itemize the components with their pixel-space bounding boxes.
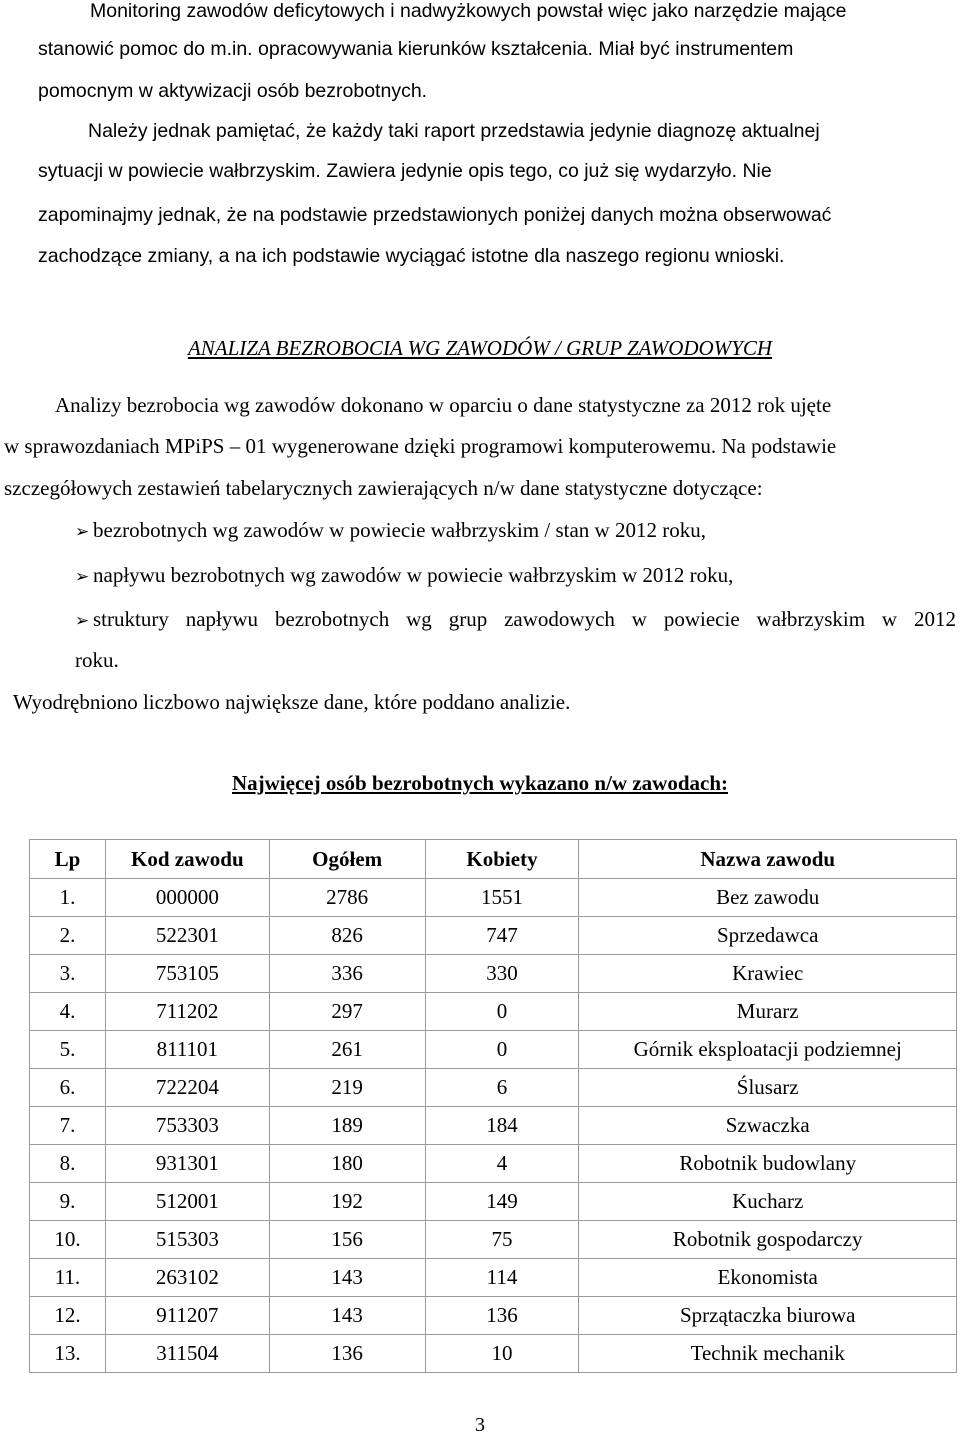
table-cell: 522301 <box>105 917 269 955</box>
table-row <box>30 1031 957 1069</box>
table-cell: 13. <box>30 1335 106 1373</box>
table-cell: 114 <box>425 1259 579 1297</box>
bullet-item: ➢ struktury napływu bezrobotnych wg grup zawodowych w powiecie wałbrzyskim w 2012 <box>75 607 956 631</box>
table-cell: 8. <box>30 1145 106 1183</box>
table-cell: 263102 <box>105 1259 269 1297</box>
table-cell: 753303 <box>105 1107 269 1145</box>
table-cell: Szwaczka <box>579 1107 957 1145</box>
bullet-item: ➢ napływu bezrobotnych wg zawodów w powiecie wałbrzyskim w 2012 roku, <box>75 563 734 587</box>
table-cell: 2786 <box>269 879 425 917</box>
table-cell: 156 <box>269 1221 425 1259</box>
table-cell: 711202 <box>105 993 269 1031</box>
table-cell: Sprzątaczka biurowa <box>579 1297 957 1335</box>
table-cell: 6 <box>425 1069 579 1107</box>
table-cell: 911207 <box>105 1297 269 1335</box>
table-cell: Robotnik gospodarczy <box>579 1221 957 1259</box>
table-cell: 311504 <box>105 1335 269 1373</box>
table-cell: 0 <box>425 993 579 1031</box>
table-cell: 811101 <box>105 1031 269 1069</box>
page-number: 3 <box>475 1414 485 1436</box>
table-cell: Technik mechanik <box>579 1335 957 1373</box>
table-cell: 136 <box>425 1297 579 1335</box>
table-cell: 192 <box>269 1183 425 1221</box>
table-cell: 0 <box>425 1031 579 1069</box>
table-cell: 3. <box>30 955 106 993</box>
table-cell: 5. <box>30 1031 106 1069</box>
table-cell: 1. <box>30 879 106 917</box>
table-cell: 143 <box>269 1297 425 1335</box>
table-cell: 6. <box>30 1069 106 1107</box>
table-cell: 180 <box>269 1145 425 1183</box>
table-row <box>30 1297 957 1335</box>
table-cell: 143 <box>269 1259 425 1297</box>
table-cell: 10 <box>425 1335 579 1373</box>
intro-line: pomocnym w aktywizacji osób bezrobotnych. <box>38 80 428 102</box>
column-header: Nazwa zawodu <box>579 840 957 879</box>
table-cell: Górnik eksploatacji podziemnej <box>579 1031 957 1069</box>
section-para-line: w sprawozdaniach MPiPS – 01 wygenerowane dzięki programowi komputerowemu. Na podstawie <box>4 434 837 458</box>
bullet-item: ➢ bezrobotnych wg zawodów w powiecie wałbrzyskim / stan w 2012 roku, <box>75 518 706 542</box>
table-cell: Ślusarz <box>579 1069 957 1107</box>
table-row <box>30 955 957 993</box>
table-cell: 000000 <box>105 879 269 917</box>
table-row <box>30 1069 957 1107</box>
table-row <box>30 1221 957 1259</box>
table-row <box>30 1183 957 1221</box>
table-row <box>30 1259 957 1297</box>
occupations-table <box>29 839 957 1373</box>
table-row <box>30 993 957 1031</box>
table-cell: 1551 <box>425 879 579 917</box>
table-cell: 7. <box>30 1107 106 1145</box>
column-header: Ogółem <box>269 840 425 879</box>
column-header: Kobiety <box>425 840 579 879</box>
table-header-row <box>30 840 957 879</box>
table-cell: 12. <box>30 1297 106 1335</box>
table-cell: 4 <box>425 1145 579 1183</box>
intro-line: Monitoring zawodów deficytowych i nadwyżkowych powstał więc jako narzędzie mające <box>90 0 847 22</box>
bullet-continuation: roku. <box>75 648 119 672</box>
table-cell: 722204 <box>105 1069 269 1107</box>
table-cell: 184 <box>425 1107 579 1145</box>
column-header: Lp <box>30 840 106 879</box>
table-cell: 75 <box>425 1221 579 1259</box>
section-para-line: Analizy bezrobocia wg zawodów dokonano w oparciu o dane statystyczne za 2012 rok ujęte <box>55 393 832 417</box>
table-cell: 826 <box>269 917 425 955</box>
table-cell: Kucharz <box>579 1183 957 1221</box>
table-cell: 149 <box>425 1183 579 1221</box>
table-row <box>30 1145 957 1183</box>
table-cell: 2. <box>30 917 106 955</box>
table-cell: Sprzedawca <box>579 917 957 955</box>
arrow-bullet-icon: ➢ <box>75 567 90 587</box>
table-cell: 10. <box>30 1221 106 1259</box>
section-heading: ANALIZA BEZROBOCIA WG ZAWODÓW / GRUP ZAWODOWYCH <box>187 336 773 360</box>
section-para-line: szczegółowych zestawień tabelarycznych zawierających n/w dane statystyczne dotyczące: <box>4 476 763 500</box>
intro-line: Należy jednak pamiętać, że każdy taki raport przedstawia jedynie diagnozę aktualnej <box>88 120 820 142</box>
table-row <box>30 1107 957 1145</box>
table-cell: 515303 <box>105 1221 269 1259</box>
intro-line: zapominajmy jednak, że na podstawie przedstawionych poniżej danych można obserwować <box>38 204 832 226</box>
table-cell: 336 <box>269 955 425 993</box>
table-row <box>30 1335 957 1373</box>
table-cell: 9. <box>30 1183 106 1221</box>
table-cell: 753105 <box>105 955 269 993</box>
table-row <box>30 879 957 917</box>
intro-line: stanowić pomoc do m.in. opracowywania kierunków kształcenia. Miał być instrumentem <box>38 38 794 60</box>
arrow-bullet-icon: ➢ <box>75 611 90 631</box>
table-cell: 219 <box>269 1069 425 1107</box>
table-cell: Krawiec <box>579 955 957 993</box>
table-cell: 330 <box>425 955 579 993</box>
table-cell: Robotnik budowlany <box>579 1145 957 1183</box>
table-cell: 4. <box>30 993 106 1031</box>
table-cell: 136 <box>269 1335 425 1373</box>
table-cell: 747 <box>425 917 579 955</box>
intro-line: sytuacji w powiecie wałbrzyskim. Zawiera jedynie opis tego, co już się wydarzyło. Nie <box>38 160 772 182</box>
table-cell: 931301 <box>105 1145 269 1183</box>
table-cell: 11. <box>30 1259 106 1297</box>
table-cell: Bez zawodu <box>579 879 957 917</box>
table-row <box>30 917 957 955</box>
table-cell: 189 <box>269 1107 425 1145</box>
column-header: Kod zawodu <box>105 840 269 879</box>
table-cell: 297 <box>269 993 425 1031</box>
table-cell: Ekonomista <box>579 1259 957 1297</box>
table-cell: 512001 <box>105 1183 269 1221</box>
table-title: Najwięcej osób bezrobotnych wykazano n/w zawodach: <box>231 771 728 795</box>
intro-line: zachodzące zmiany, a na ich podstawie wyciągać istotne dla naszego regionu wnioski. <box>38 245 785 267</box>
closing-sentence: Wyodrębniono liczbowo największe dane, które poddano analizie. <box>13 690 571 714</box>
arrow-bullet-icon: ➢ <box>75 522 90 542</box>
table-cell: Murarz <box>579 993 957 1031</box>
table-cell: 261 <box>269 1031 425 1069</box>
